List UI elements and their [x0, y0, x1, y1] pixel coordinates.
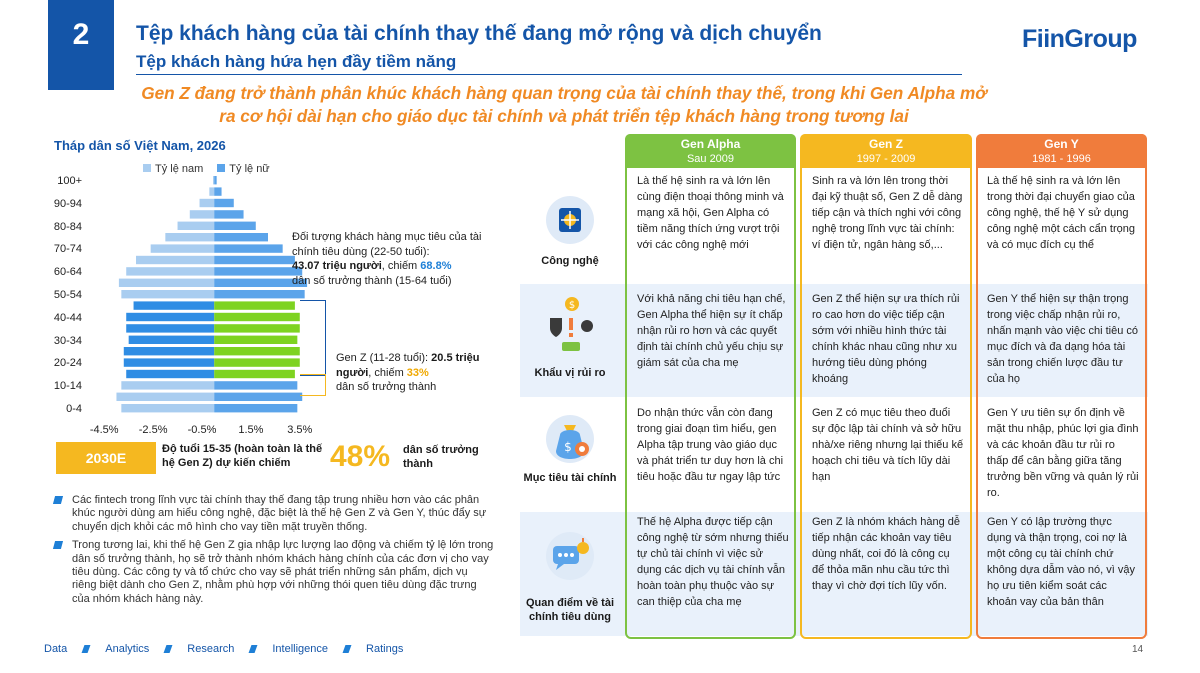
footer-nav — [44, 643, 403, 655]
female-bar-85-89 — [214, 210, 243, 218]
lead-statement: Gen Z đang trở thành phân khúc khách hàng quan trọng của tài chính thay thế, trong khi Gen Alpha mở ra cơ hội dài hạn cho giáo dục tài chính và phát triển tệp khách hàng trong tương lai — [141, 83, 987, 126]
age-tick-label: 20-24 — [53, 357, 82, 370]
male-bar-5-9 — [116, 393, 214, 401]
bullet-list — [54, 494, 494, 611]
section-number: 2 — [48, 0, 114, 90]
page-subtitle: Tệp khách hàng hứa hẹn đầy tiềm năng — [136, 52, 457, 71]
x-tick-label: 3.5% — [287, 424, 313, 436]
column-name: Gen Y — [1044, 137, 1079, 151]
female-bar-25-29 — [214, 347, 300, 355]
target-annotation — [292, 230, 497, 288]
column-header-gen-z — [800, 134, 972, 168]
forecast-text: Độ tuổi 15-35 (hoàn toàn là thế hệ Gen Z) dự kiến chiếm — [162, 443, 323, 469]
row-label: Công nghệ — [541, 255, 599, 267]
footer-item: Ratings — [366, 643, 404, 655]
male-bar-50-54 — [121, 290, 214, 298]
footer-separator-icon — [82, 645, 91, 653]
cell-gen-alpha-consumer: Thế hệ Alpha được tiếp cận công nghệ từ sớm nhưng thiếu tự chủ tài chính vì việc sử dụng các dịch vụ tài chính vẫn hoàn toàn phụ thuộc vào sự can thiệp của cha mẹ — [637, 516, 789, 608]
male-bar-90-94 — [200, 199, 215, 207]
male-bar-20-24 — [124, 358, 214, 366]
column-years: Sau 2009 — [686, 153, 735, 165]
page-number: 14 — [1132, 644, 1144, 655]
forecast-year-badge: 2030E — [56, 442, 156, 474]
genz-annotation-value: 20.5 triệu người — [336, 352, 480, 379]
male-bar-15-19 — [126, 370, 214, 378]
column-years: 1997 - 2009 — [856, 153, 916, 165]
column-header-gen-alpha — [625, 134, 796, 168]
target-annotation-pct: 68.8% — [420, 260, 452, 272]
genz-annotation-pct: 33% — [406, 366, 429, 379]
x-axis — [89, 424, 332, 438]
risk-icon — [546, 296, 594, 344]
male-bar-0-4 — [121, 404, 214, 412]
forecast-percent: 48% — [330, 440, 391, 473]
male-bar-75-79 — [165, 233, 214, 241]
bullet-item — [54, 494, 494, 534]
bullet-marker-icon — [53, 541, 63, 549]
legend-male-label: Tỷ lệ nam — [155, 163, 204, 175]
male-bar-55-59 — [119, 279, 214, 287]
svg-text:$: $ — [564, 440, 572, 454]
male-bar-10-14 — [121, 381, 214, 389]
female-bar-10-14 — [214, 381, 297, 389]
male-bar-60-64 — [126, 267, 214, 275]
female-bar-20-24 — [214, 358, 300, 366]
cell-gen-alpha-technology: Là thế hệ sinh ra và lớn lên cùng điện thoại thông minh và mạng xã hội, Gen Alpha có tiềm năng thích ứng vượt trội với các công nghệ mới — [637, 175, 784, 251]
footer-item: Analytics — [105, 643, 150, 655]
female-bar-90-94 — [214, 199, 234, 207]
cell-gen-y-goals: Gen Y ưu tiên sự ổn định về mặt thu nhập, phúc lợi gia đình và các khoản đầu tư rủi ro thấp để cân bằng giữa tăng trưởng bền vững và quản lý rủi ro. — [987, 407, 1139, 499]
column-name: Gen Alpha — [680, 137, 741, 151]
cell-gen-alpha-risk: Với khả năng chi tiêu hạn chế, Gen Alpha thể hiện sự ít chấp nhận rủi ro hơn và các quyết định tài chính chủ yếu chịu sự giám sát của cha mẹ — [637, 293, 786, 369]
male-bar-45-49 — [134, 301, 215, 309]
genz-annotation-tail: dân số trưởng thành — [336, 381, 437, 393]
footer-separator-icon — [249, 645, 258, 653]
female-bar-65-69 — [214, 256, 295, 264]
money-bag-icon — [546, 415, 594, 463]
female-bar-5-9 — [214, 393, 302, 401]
row-label: Mục tiêu tài chính — [523, 472, 617, 484]
female-bar-45-49 — [214, 301, 295, 309]
column-name: Gen Z — [868, 137, 903, 151]
x-tick-label: -0.5% — [187, 424, 217, 436]
row-header-risk — [520, 284, 620, 397]
bullet-text: Các fintech trong lĩnh vực tài chính thay thế đang tập trung nhiều hơn vào các phân khúc người dùng am hiểu công nghệ, đặc biệt là thế hệ Gen Z và Gen Y, thúc đẩy sự chuyển dịch khỏi các mô hình cho vay tiền mặt truyền thống. — [72, 494, 487, 533]
cell-gen-z-risk: Gen Z thể hiện sự ưa thích rủi ro cao hơn do việc tiếp cận sớm với nhiều hình thức tài chính khác nhau cũng như xu hướng tiêu dùng phóng khoáng — [812, 293, 960, 385]
female-bar-30-34 — [214, 336, 297, 344]
row-header-consumer-view — [520, 512, 620, 636]
footer-separator-icon — [164, 645, 173, 653]
row-label: Khẩu vị rủi ro — [534, 367, 606, 379]
female-bar-60-64 — [214, 267, 302, 275]
target-annotation-mid: , chiếm — [381, 260, 421, 272]
female-bar-40-44 — [214, 313, 300, 321]
age-tick-label: 50-54 — [53, 288, 82, 301]
female-bar-0-4 — [214, 404, 297, 412]
female-bar-70-74 — [214, 244, 282, 252]
genz-bracket — [300, 374, 326, 396]
chat-icon — [546, 532, 594, 580]
title-divider — [136, 74, 962, 75]
column-years: 1981 - 1996 — [1032, 153, 1091, 165]
genz-annotation-mid: , chiếm — [368, 366, 407, 379]
population-pyramid — [92, 170, 312, 420]
age-tick-label: 70-74 — [53, 243, 82, 256]
x-tick-label: -2.5% — [138, 424, 168, 436]
male-bar-100+ — [213, 176, 214, 184]
male-bar-40-44 — [126, 313, 214, 321]
male-bar-85-89 — [190, 210, 214, 218]
female-bar-35-39 — [214, 324, 300, 332]
female-bar-95-99 — [214, 187, 221, 195]
row-header-technology — [520, 170, 620, 282]
row-label: Quan điểm về tài chính tiêu dùng — [525, 597, 615, 623]
footer-item: Data — [44, 643, 68, 655]
x-tick-label: 1.5% — [238, 424, 264, 436]
column-header-gen-y — [976, 134, 1147, 168]
male-bar-70-74 — [151, 244, 215, 252]
age-tick-label: 30-34 — [53, 334, 82, 347]
bullet-marker-icon — [53, 496, 63, 504]
cell-gen-alpha-goals: Do nhận thức vẫn còn đang trong giai đoạn tìm hiểu, gen Alpha tập trung vào giáo dục và phát triển tư duy hơn là chi tiêu hoặc đầu tư ngay lập tức — [637, 407, 784, 483]
female-bar-100+ — [214, 176, 216, 184]
age-tick-label: 100+ — [57, 175, 82, 187]
x-tick-label: -4.5% — [89, 424, 119, 436]
target-bracket — [300, 300, 326, 376]
genz-annotation-text: Gen Z (11-28 tuổi): — [336, 352, 432, 364]
cell-gen-z-goals: Gen Z có mục tiêu theo đuổi sự độc lập tài chính và sở hữu nhà/xe riêng nhưng lại thiếu kế hoạch chi tiêu và tích lũy dài hạn — [812, 407, 964, 483]
genz-annotation — [336, 351, 486, 395]
male-bar-30-34 — [129, 336, 215, 344]
male-bar-25-29 — [124, 347, 214, 355]
age-tick-label: 60-64 — [53, 266, 82, 279]
female-bar-50-54 — [214, 290, 304, 298]
cell-gen-z-consumer: Gen Z là nhóm khách hàng dễ tiếp nhận các khoản vay tiêu dùng nhất, coi đó là công cụ để thỏa mãn nhu cầu tức thì thay vì chờ đợi tích lũy vốn. — [812, 516, 960, 592]
target-annotation-value: 43.07 triệu người — [292, 260, 382, 272]
age-tick-label: 80-84 — [53, 220, 82, 233]
page-title: Tệp khách hàng của tài chính thay thế đang mở rộng và dịch chuyển — [136, 22, 822, 45]
male-bar-65-69 — [136, 256, 214, 264]
technology-icon — [546, 196, 594, 244]
cell-gen-y-consumer: Gen Y có lập trường thực dụng và thận trọng, coi nợ là một công cụ tài chính chứ không dựa dẫm vào nó, vì vậy họ ưu tiên kiểm soát các khoản vay của bản thân — [987, 516, 1136, 608]
footer-item: Intelligence — [272, 643, 329, 655]
male-bar-95-99 — [209, 187, 214, 195]
target-annotation-text: Đối tượng khách hàng mục tiêu của tài chính tiêu dùng (22-50 tuổi): — [292, 231, 482, 258]
female-bar-80-84 — [214, 222, 256, 230]
age-axis — [40, 170, 82, 421]
male-bar-80-84 — [178, 222, 215, 230]
svg-text:$: $ — [568, 300, 576, 311]
age-tick-label: 90-94 — [53, 197, 82, 210]
legend-female-label: Tỷ lệ nữ — [229, 163, 270, 175]
cell-gen-y-technology: Là thế hệ sinh ra và lớn lên trong thời đại chuyển giao của công nghệ, thế hệ Y sử dụng công nghệ một cách cẩn trọng và có mục đích cụ thể — [987, 175, 1135, 251]
cell-gen-y-risk: Gen Y thể hiện sự thận trọng trong việc chấp nhận rủi ro, nhấn mạnh vào việc chi tiêu có mục đích và đa dạng hóa tài sản trong chiến lược đầu tư của họ — [987, 293, 1139, 385]
age-tick-label: 10-14 — [53, 380, 82, 393]
bullet-item — [54, 539, 494, 606]
footer-item: Research — [187, 643, 235, 655]
chart-title: Tháp dân số Việt Nam, 2026 — [54, 138, 226, 153]
target-annotation-tail: dân số trưởng thành (15-64 tuổi) — [292, 274, 452, 287]
bullet-text: Trong tương lai, khi thế hệ Gen Z gia nhập lực lượng lao động và chiếm tỷ lệ lớn trong dân số trưởng thành, họ sẽ trở thành nhóm khách hàng chính của các đơn vị cho vay tiêu dùng. Các công ty và tổ chức cho vay sẽ phát triển những sản phẩm, dịch vụ riêng biệt dành cho Gen Z, nhằm phù hợp với những thói quen tiêu dùng đặc trưng của nhóm khách hàng này. — [72, 539, 494, 605]
cell-gen-z-technology: Sinh ra và lớn lên trong thời đại kỹ thuật số, Gen Z dễ dàng tiếp cận và thích nghi với công nghệ trong lĩnh vực tài chính: ví điện tử, ngân hàng số,... — [812, 175, 963, 251]
female-bar-75-79 — [214, 233, 268, 241]
male-bar-35-39 — [126, 324, 214, 332]
female-bar-15-19 — [214, 370, 295, 378]
row-header-financial-goals — [520, 399, 620, 510]
forecast-tail: dân số trưởng thành — [403, 444, 479, 470]
age-tick-label: 0-4 — [66, 402, 82, 415]
fiingroup-logo: FiinGroup — [1022, 25, 1137, 53]
age-tick-label: 40-44 — [53, 311, 82, 324]
footer-separator-icon — [343, 645, 352, 653]
